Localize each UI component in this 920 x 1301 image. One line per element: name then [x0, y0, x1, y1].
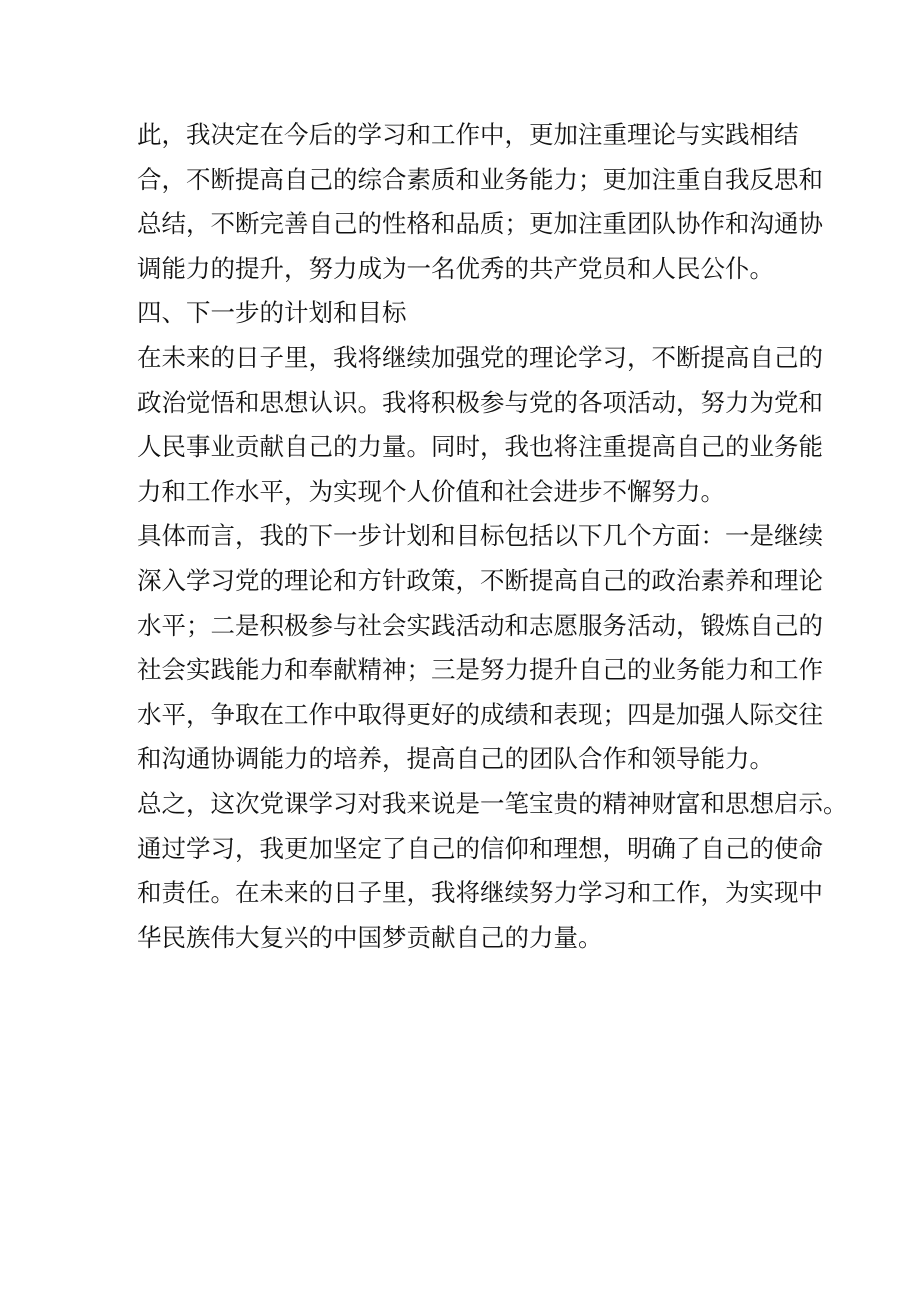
text-line: 和沟通协调能力的培养，提高自己的团队合作和领导能力。: [137, 744, 774, 774]
text-line: 水平，争取在工作中取得更好的成绩和表现；四是加强人际交往: [137, 699, 823, 729]
text-line: 社会实践能力和奉献精神；三是努力提升自己的业务能力和工作: [137, 655, 823, 685]
text-line: 力和工作水平，为实现个人价值和社会进步不懈努力。: [137, 476, 725, 506]
text-line: 具体而言，我的下一步计划和目标包括以下几个方面：一是继续: [137, 521, 823, 551]
text-line: 政治觉悟和思想认识。我将积极参与党的各项活动，努力为党和: [137, 387, 823, 417]
text-line: 在未来的日子里，我将继续加强党的理论学习，不断提高自己的: [137, 342, 823, 372]
text-line: 华民族伟大复兴的中国梦贡献自己的力量。: [137, 922, 603, 952]
text-line: 水平；二是积极参与社会实践活动和志愿服务活动，锻炼自己的: [137, 610, 823, 640]
text-line: 合，不断提高自己的综合素质和业务能力；更加注重自我反思和: [137, 164, 823, 194]
section-heading: 四、下一步的计划和目标: [137, 298, 407, 328]
text-line: 总结，不断完善自己的性格和品质；更加注重团队协作和沟通协: [137, 209, 823, 239]
text-line: 调能力的提升，努力成为一名优秀的共产党员和人民公仆。: [137, 253, 774, 283]
text-line: 总之，这次党课学习对我来说是一笔宝贵的精神财富和思想启示。: [137, 788, 848, 818]
text-line: 和责任。在未来的日子里，我将继续努力学习和工作，为实现中: [137, 878, 823, 908]
text-line: 深入学习党的理论和方针政策，不断提高自己的政治素养和理论: [137, 565, 823, 595]
text-line: 此，我决定在今后的学习和工作中，更加注重理论与实践相结: [137, 120, 799, 149]
document-body: [137, 113, 848, 960]
text-line: 人民事业贡献自己的力量。同时，我也将注重提高自己的业务能: [137, 432, 823, 462]
text-line: 通过学习，我更加坚定了自己的信仰和理想，明确了自己的使命: [137, 833, 823, 863]
